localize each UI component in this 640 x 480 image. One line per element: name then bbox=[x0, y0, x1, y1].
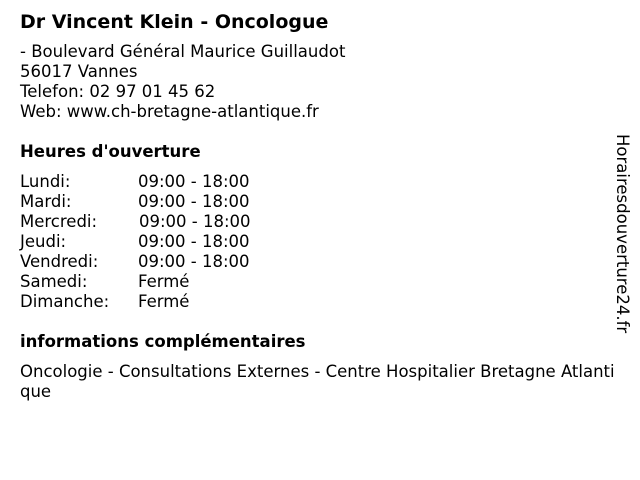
time-value: 09:00 - 18:00 bbox=[138, 192, 250, 211]
website: Web: www.ch-bretagne-atlantique.fr bbox=[20, 102, 319, 121]
address-block bbox=[20, 42, 620, 122]
time-value: Fermé bbox=[138, 272, 190, 291]
time-value: 09:00 - 18:00 bbox=[138, 232, 250, 251]
watermark: Horairesdouverture24.fr bbox=[613, 134, 632, 334]
additional-info-text: Oncologie - Consultations Externes - Centre Hospitalier Bretagne Atlantique bbox=[20, 362, 615, 401]
phone-number: Telefon: 02 97 01 45 62 bbox=[20, 82, 216, 101]
day-label: Samedi: bbox=[20, 272, 88, 291]
hours-row-vendredi bbox=[20, 252, 620, 272]
hours-row-mardi bbox=[20, 192, 620, 212]
opening-hours-heading: Heures d'ouverture bbox=[20, 142, 201, 161]
hours-row-mercredi bbox=[20, 212, 620, 232]
practice-details bbox=[20, 10, 620, 402]
additional-info-heading: informations complémentaires bbox=[20, 332, 306, 351]
time-value: 09:00 - 18:00 bbox=[138, 172, 250, 191]
hours-row-jeudi bbox=[20, 232, 620, 252]
hours-row-dimanche bbox=[20, 292, 620, 312]
time-value: 09:00 - 18:00 bbox=[139, 212, 251, 231]
opening-hours-table bbox=[20, 172, 620, 312]
city: 56017 Vannes bbox=[20, 62, 138, 81]
day-label: Vendredi: bbox=[20, 252, 99, 271]
time-value: 09:00 - 18:00 bbox=[138, 252, 250, 271]
page-title: Dr Vincent Klein - Oncologue bbox=[20, 11, 329, 33]
day-label: Lundi: bbox=[20, 172, 71, 191]
day-label: Jeudi: bbox=[20, 232, 67, 251]
street-address: - Boulevard Général Maurice Guillaudot bbox=[20, 42, 346, 61]
day-label: Mardi: bbox=[20, 192, 72, 211]
hours-row-lundi bbox=[20, 172, 620, 192]
day-label: Mercredi: bbox=[20, 212, 98, 231]
day-label: Dimanche: bbox=[20, 292, 110, 311]
hours-row-samedi bbox=[20, 272, 620, 292]
time-value: Fermé bbox=[138, 292, 190, 311]
